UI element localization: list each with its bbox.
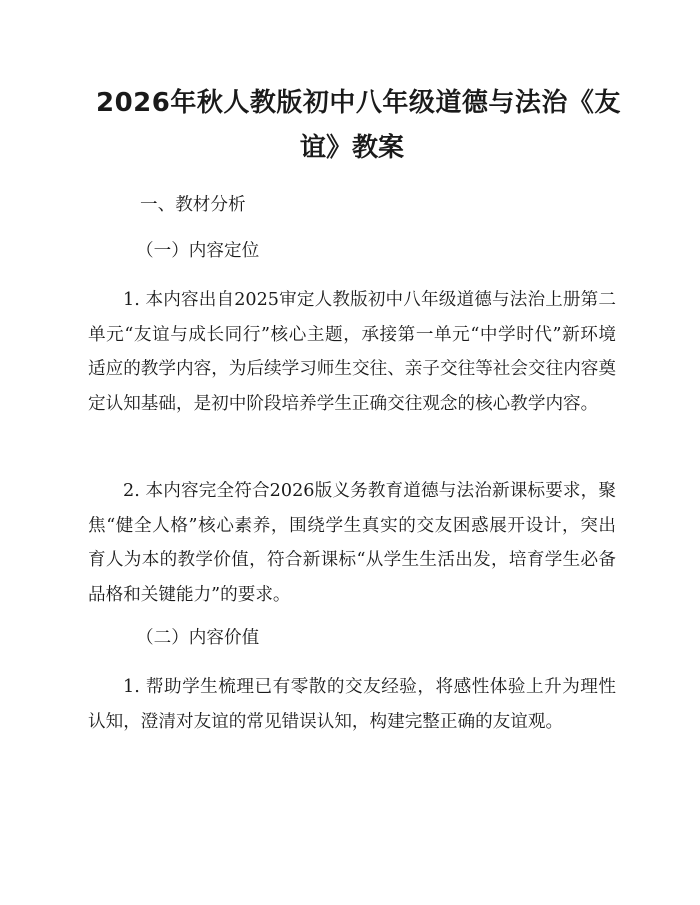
subsection-heading-content-positioning: （一）内容定位 — [136, 241, 260, 261]
paragraph-content-positioning-2: 2. 本内容完全符合2026版义务教育道德与法治新课标要求，聚焦“健全人格”核心素养，围绕学生真实的交友困惑展开设计，突出育人为本的教学价值，符合新课标“从学生生活出发，培育学生必备品格和关键能力”的要求。 — [88, 481, 616, 605]
section-heading-teaching-material-analysis: 一、教材分析 — [140, 195, 246, 215]
subsection-heading-content-value: （二）内容价值 — [136, 628, 260, 648]
document-title-line-2: 谊》教案 — [300, 133, 405, 163]
paragraph-content-value-1: 1. 帮助学生梳理已有零散的交友经验，将感性体验上升为理性认知，澄清对友谊的常见错误认知，构建完整正确的友谊观。 — [88, 677, 616, 732]
paragraph-content-positioning-1: 1. 本内容出自2025审定人教版初中八年级道德与法治上册第二单元“友谊与成长同行”核心主题，承接第一单元“中学时代”新环境适应的教学内容，为后续学习师生交往、亲子交往等社会交往内容奠定认知基础，是初中阶段培养学生正确交往观念的核心教学内容。 — [88, 290, 616, 414]
document-title-line-1: 2026年秋人教版初中八年级道德与法治《友 — [96, 88, 621, 118]
